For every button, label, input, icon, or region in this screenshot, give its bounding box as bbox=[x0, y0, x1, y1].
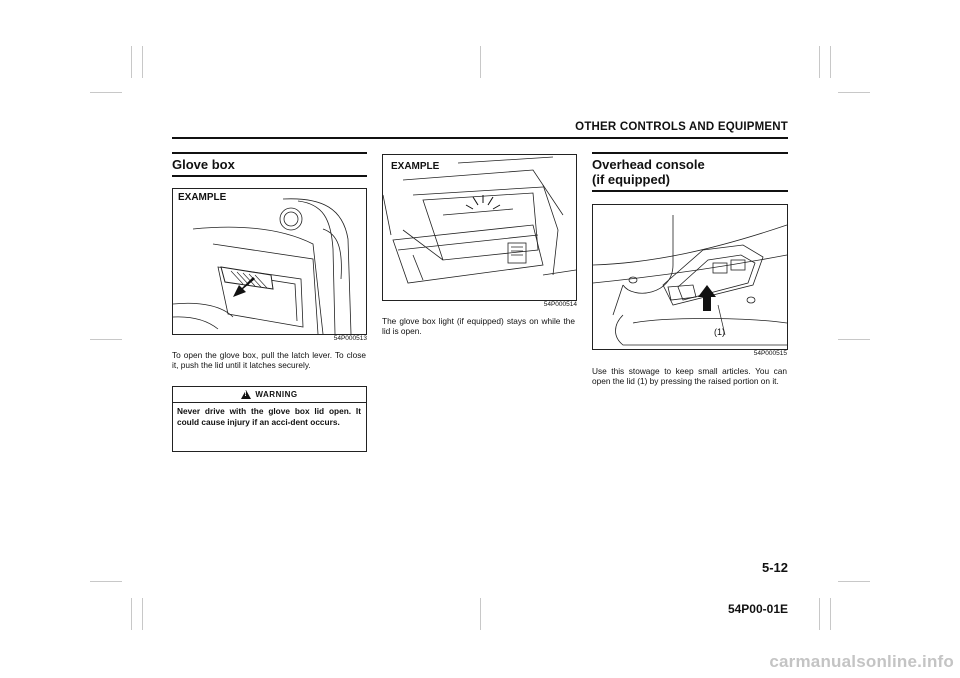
overhead-console-title-line2: (if equipped) bbox=[592, 172, 670, 187]
glove-box-figure-code: 54P000513 bbox=[333, 335, 367, 342]
section-header-title: OTHER CONTROLS AND EQUIPMENT bbox=[575, 121, 788, 133]
warning-box bbox=[172, 386, 367, 452]
glove-box-title-bottom-rule bbox=[172, 175, 367, 177]
glove-box-title-top-rule bbox=[172, 152, 367, 154]
overhead-console-figure-code: 54P000515 bbox=[753, 350, 787, 357]
glove-box-title: Glove box bbox=[172, 157, 235, 172]
glove-box-light-figure-code: 54P000514 bbox=[543, 301, 577, 308]
overhead-console-callout: (1) bbox=[714, 327, 725, 337]
glove-box-instructions: To open the glove box, pull the latch lever. To close it, push the lid until it latches securely. bbox=[172, 350, 366, 371]
overhead-console-title-top-rule bbox=[592, 152, 788, 154]
header-rule bbox=[172, 137, 788, 139]
glove-box-light-text: The glove box light (if equipped) stays on while the lid is open. bbox=[382, 316, 575, 337]
glove-box-light-illustration bbox=[383, 155, 576, 300]
overhead-console-illustration bbox=[593, 205, 787, 349]
warning-label: WARNING bbox=[255, 390, 298, 399]
warning-triangle-icon bbox=[241, 390, 251, 399]
overhead-console-title-line1: Overhead console bbox=[592, 157, 705, 172]
overhead-console-title-bottom-rule bbox=[592, 190, 788, 192]
overhead-console-text: Use this stowage to keep small articles. You can open the lid (1) by pressing the raised portion on it. bbox=[592, 366, 787, 387]
glove-box-illustration bbox=[173, 189, 366, 334]
warning-text: Never drive with the glove box lid open. It could cause injury if an acci-dent occurs. bbox=[177, 406, 361, 427]
watermark: carmanualsonline.info bbox=[769, 652, 954, 671]
warning-header bbox=[173, 387, 366, 403]
glove-box-figure-label: EXAMPLE bbox=[178, 192, 227, 203]
page-number: 5-12 bbox=[761, 560, 788, 575]
glove-box-figure bbox=[172, 188, 367, 335]
overhead-console-figure bbox=[592, 204, 788, 350]
glove-box-light-figure bbox=[382, 154, 577, 301]
document-code: 54P00-01E bbox=[727, 602, 788, 616]
glove-box-light-figure-label: EXAMPLE bbox=[391, 161, 440, 172]
